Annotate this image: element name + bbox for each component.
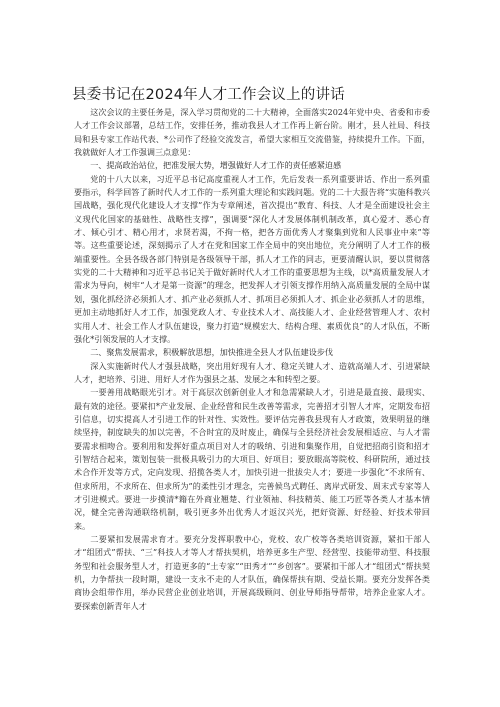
- body-paragraph: 二要紧扣发展需求育才。要充分发挥职教中心，党校、农广校等各类培训资源，紧扣干部人才“组团式”帮扶、“三”科技人才等人才帮扶契机，培养更多生产型、经营型、技能带动型、科技服务型和社会服务型人才，打造更多的“土专家”“田秀才”“乡创客”。要紧扣干部人才“组团式”帮扶契机，力争帮扶一段时期，建设一支永不走的人才队伍，确保帮扶有期、受益长期。要充分发挥各类商协会组带作用，举办民营企业创业培训，开展高级顾问、创业导师指导帮带，培养企业家人才。要探索创新青年人才: [74, 534, 430, 611]
- section-heading-2: 二、聚焦发展需求，积极解放思想，加快推进全县人才队伍建设步伐: [90, 347, 334, 358]
- document-body: [74, 106, 430, 613]
- body-paragraph: 一要善用战略眼光引才。对于高层次创新创业人才和急需紧缺人才，引进是最直接、最现实、最有效的途径。要紧扣*产业发展、企业经营和民生改善等需求，完善招才引智人才库，定期发布招引信息，切实提高人才引进工作的针对性、实效性。要评估完善我县现有人才政策，效果明显的继续坚持，制度缺失的加以完善，不合时宜的及时废止，确保与全县经济社会发展相适应、与人才需要需求相吻合。要利用和发挥好重点项目对人才的吸纳、引进和集聚作用，自觉把招商引资和招才引智结合起来，策划包装一批极具吸引力的大项目、好项目；要放眼高等院校、科研院所，通过技术合作开发等方式，定向发现、招揽各类人才，加快引进一批拔尖人才；要进一步强化“不求所有、但求所用，不求所在、但求所为”的柔性引才理念，完善候鸟式聘任、离岸式研发、周末式专家等人才引进模式。要进一步摸清*籍在外商业翘楚、行业领袖、科技精英、能工巧匠等各类人才基本情况，健全完善沟通联络机制，吸引更多外出优秀人才返汉兴光，把好资源、好经验、好技术带回来。: [74, 387, 430, 531]
- intro-paragraph: 这次会议的主要任务是，深入学习贯彻党的二十大精神，全面落实2024年党中央、省委和市委人才工作会议部署，总结工作，安排任务，推动我县人才工作再上新台阶。刚才，县人社局、科技局和县专家工作站代表、*公司作了经验交流发言，希望大家相互交流借鉴，持续提升工作。下面，我就做好人才工作强调三点意见：: [74, 107, 430, 158]
- body-paragraph: 深入实施新时代人才强县战略，突出用好现有人才、稳定关键人才、造就高端人才、引进紧缺人才，把培养、引进、用好人才作为强县之基、发展之本和转型之要。: [74, 360, 430, 384]
- section-heading-1: 一、提高政治站位，把准发展大势，增强做好人才工作的责任感紧迫感: [90, 160, 342, 171]
- document-title: 县委书记在2024年人才工作会议上的讲话: [72, 86, 345, 103]
- body-paragraph: 党的十八大以来，习近平总书记高度重视人才工作，先后发表一系列重要讲话、作出一系列重要指示，科学回答了新时代人才工作的一系列重大理论和实践问题。党的二十大报告将“实施科教兴国战略，强化现代化建设人才支撑”作为专章阐述，首次提出“教育、科技、人才是全面建设社会主义现代化国家的基础性、战略性支撑”，强调要“深化人才发展体制机制改革，真心爱才、悉心育才、倾心引才、精心用才，求贤若渴，不拘一格，把各方面优秀人才聚集到党和人民事业中来”等等。这些重要论述，深刻揭示了人才在党和国家工作全局中的突出地位，充分阐明了人才工作的极端重要性。全县各级各部门特别是各级领导干部，抓人才工作的同志，更要清醒认识，要以贯彻落实党的二十大精神和习近平总书记关于做好新时代人才工作的重要思想为主线，以*高质量发展人才需求为导向，树牢“人才是第一资源”的理念，把发挥人才引领支撑作用纳入高质量发展的全局中谋划，强化抓经济必须抓人才、抓产业必须抓人才、抓项目必须抓人才、抓企业必须抓人才的思维，更加主动地抓好人才工作，加强党政人才、专业技术人才、高技能人才、企业经营管理人才、农村实用人才、社会工作人才队伍建设，聚力打造“规模宏大、结构合理、素质优良”的人才队伍，不断强化*引领发展的人才支撑。: [74, 173, 430, 344]
